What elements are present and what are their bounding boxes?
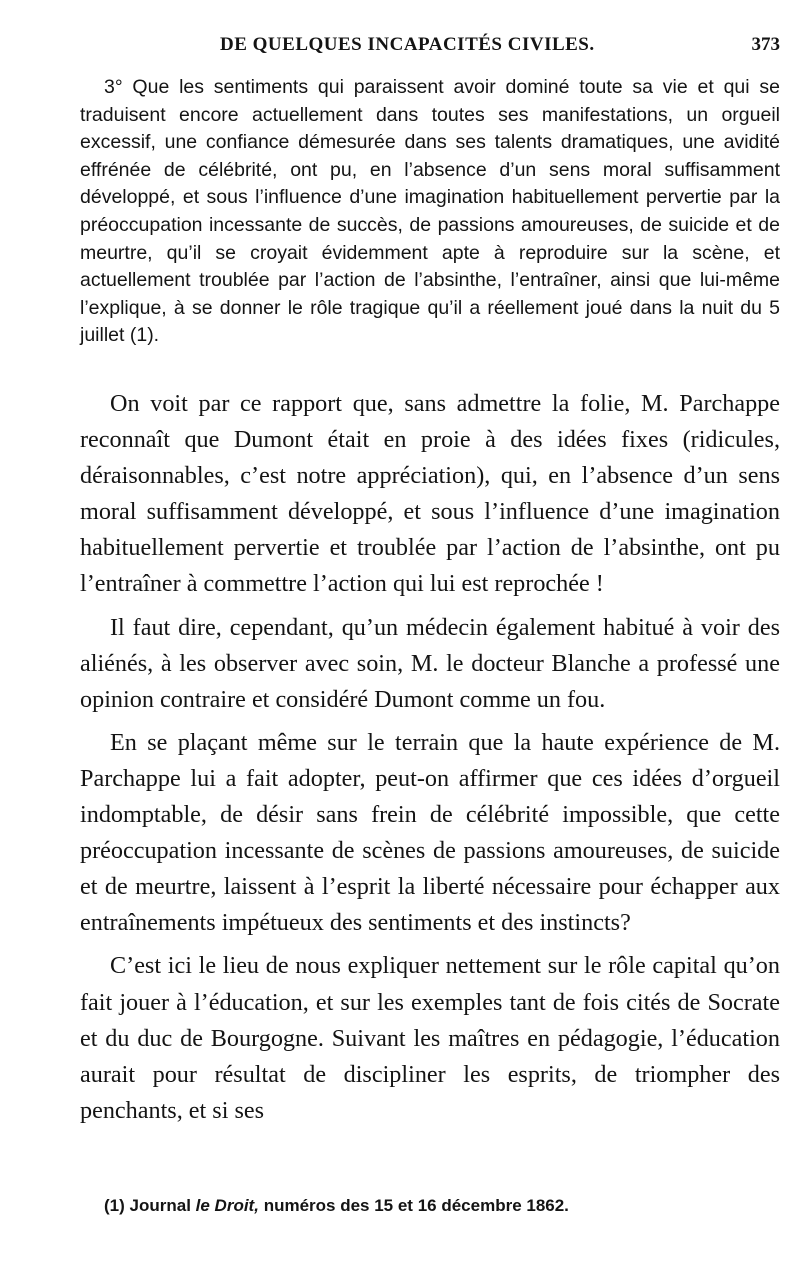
footnote <box>104 1196 780 1216</box>
quote-paragraph: 3° Que les sentiments qui paraissent avoir dominé toute sa vie et qui se traduisent encore actuellement dans toutes ses manifestations, un orgueil excessif, une confiance démesurée dans ses talents dramatiques, une avidité effrénée de célébrité, ont pu, en l’absence d’un sens moral suffisamment développé, et sous l’influence d’une imagination habituellement pervertie par la préoccupation incessante de succès, de passions amoureuses, de suicide et de meurtre, qu’il se croyait évidemment apte à reproduire sur la scène, et actuellement troublée par l’action de l’absinthe, l’entraîner, ainsi que lui-même l’explique, à se donner le rôle tragique qu’il a réellement joué dans la nuit du 5 juillet (1). <box>80 76 780 347</box>
footnote-text-before: Journal <box>129 1196 191 1215</box>
body-paragraph-3: En se plaçant même sur le terrain que la haute expérience de M. Parchappe lui a fait adopter, peut-on affirmer que ces idées d’orgueil indomptable, de désir sans frein de célébrité impossible, que cette préoccupation incessante de scènes de passions amoureuses, de suicide et de meurtre, laissent à l’esprit la liberté nécessaire pour échapper aux entraînements impétueux des sentiments et des instincts? <box>80 728 780 937</box>
body-paragraph-2: Il faut dire, cependant, qu’un médecin également habitué à voir des aliénés, à les observer avec soin, M. le docteur Blanche a professé une opinion contraire et considéré Dumont comme un fou. <box>80 613 780 713</box>
page-header <box>80 34 780 62</box>
running-title: DE QUELQUES INCAPACITÉS CIVILES. <box>220 34 595 55</box>
body-paragraph-1: On voit par ce rapport que, sans admettre la folie, M. Parchappe reconnaît que Dumont était en proie à des idées fixes (ridicules, déraisonnables, c’est notre appréciation), qui, en l’absence d’un sens moral suffisamment développé, et sous l’influence d’une imagination habituellement pervertie et troublée par l’action de l’absinthe, ont pu l’entraîner à commettre l’action qui lui est reprochée ! <box>80 390 780 598</box>
footnote-marker: (1) <box>104 1196 125 1215</box>
page-number: 373 <box>751 34 780 55</box>
footnote-text-after: numéros des 15 et 16 décembre 1862. <box>263 1196 569 1215</box>
quoted-report <box>80 74 780 350</box>
main-text <box>80 386 780 1136</box>
body-paragraph-4: C’est ici le lieu de nous expliquer nettement sur le rôle capital qu’on fait jouer à l’éducation, et sur les exemples tant de fois cités de Socrate et du duc de Bourgogne. Suivant les maîtres en pédagogie, l’éducation aurait pour résultat de discipliner les esprits, de triompher des penchants, et si ses <box>80 952 780 1124</box>
footnote-source: le Droit, <box>195 1196 259 1215</box>
